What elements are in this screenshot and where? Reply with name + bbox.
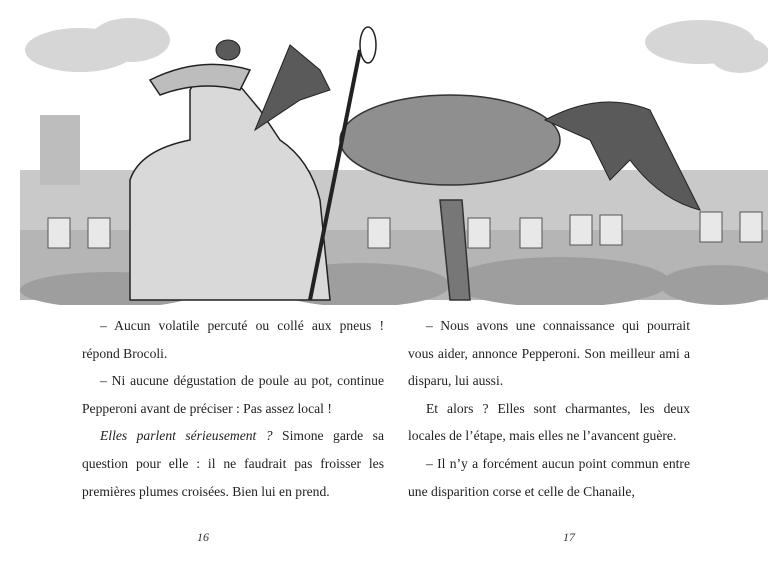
paragraph: – Ni aucune dégustation de poule au pot, continue Pepperoni avant de préciser : Pas assez local ! (82, 373, 384, 416)
paragraph: Et alors ? Elles sont charmantes, les deux locales de l’étape, mais elles ne l’avancent guère. (408, 400, 690, 444)
paragraph-text: Simone garde sa question pour elle : il ne faudrait pas froisser les premières plumes croisées. Bien lui en prend. (82, 428, 384, 499)
left-page-text (82, 312, 384, 505)
page-number-right: 17 (563, 530, 575, 544)
paragraph: – Il n’y a forcément aucun point commun entre une disparition corse et celle de Chanaile, (408, 455, 690, 499)
clouds (25, 18, 768, 73)
right-page-text (408, 312, 690, 505)
paragraph: – Aucun volatile percuté ou collé aux pneus ! répond Brocoli. (82, 318, 384, 361)
paragraph: – Nous avons une connaissance qui pourrait vous aider, annonce Pepperoni. Son meilleur ami a disparu, lui aussi. (408, 318, 690, 389)
paragraph (82, 422, 384, 505)
italic-thought: Elles parlent sérieusement ? (100, 428, 273, 444)
page-number-left: 16 (197, 530, 209, 544)
